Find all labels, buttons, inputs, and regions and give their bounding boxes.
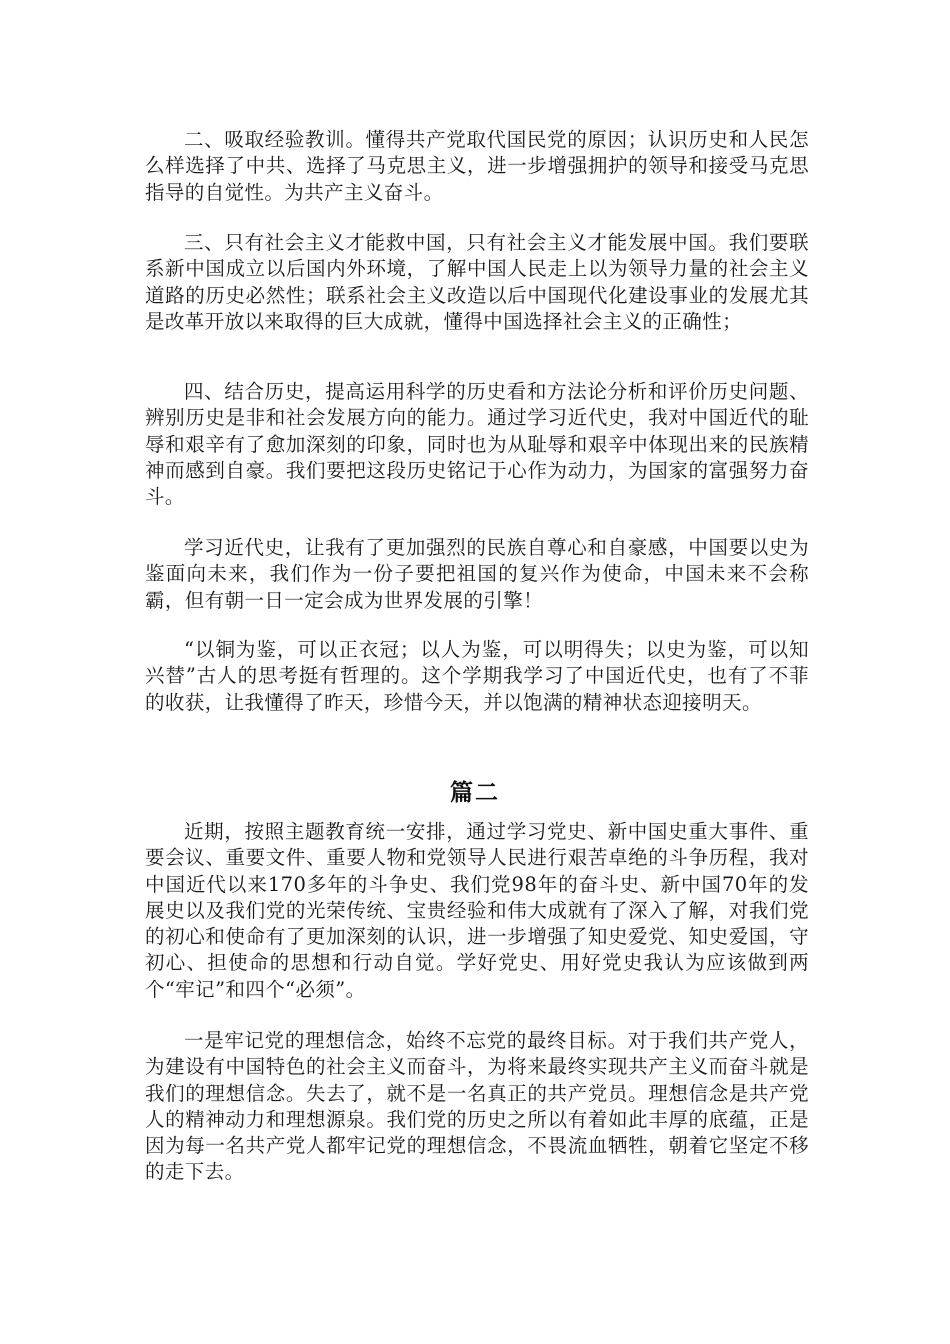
paragraph-party-history-intro: 近期，按照主题教育统一安排，通过学习党史、新中国史重大事件、重要会议、重要文件、重要人物和党领导人民进行艰苦卓绝的斗争历程，我对中国近代以来170多年的斗争史、我们党98年的奋斗史、新中国70年的发展史以及我们党的光荣传统、宝贵经验和伟大成就有了深入了解，对我们党的初心和使命有了更加深刻的认识，进一步增强了知史爱党、知史爱国，守初心、担使命的思想和行动自觉。学好党史、用好党史我认为应该做到两个“牢记”和四个“必须”。 [145, 820, 809, 1001]
paragraph-history-analysis: 四、结合历史，提高运用科学的历史看和方法论分析和评价历史问题、辨别历史是非和社会发展方向的能力。通过学习近代史，我对中国近代的耻辱和艰辛有了愈加深刻的印象，同时也为从耻辱和艰辛中体现出来的民族精神而感到自豪。我们要把这段历史铭记于心作为动力，为国家的富强努力奋斗。 [145, 380, 809, 509]
paragraph-quote-reflection: “以铜为鉴，可以正衣冠；以人为鉴，可以明得失；以史为鉴，可以知兴替”古人的思考挺有哲理的。这个学期我学习了中国近代史，也有了不菲的收获，让我懂得了昨天，珍惜今天，并以饱满的精神状态迎接明天。 [145, 638, 809, 714]
paragraph-national-pride: 学习近代史，让我有了更加强烈的民族自尊心和自豪感，中国要以史为鉴面向未来，我们作为一份子要把祖国的复兴作为使命，中国未来不会称霸，但有朝一日一定会成为世界发展的引擎！ [145, 536, 809, 612]
section-heading: 篇二 [450, 779, 500, 806]
paragraph-ideals-belief: 一是牢记党的理想信念，始终不忘党的最终目标。对于我们共产党人，为建设有中国特色的社会主义而奋斗，为将来最终实现共产主义而奋斗就是我们的理想信念。失去了，就不是一名真正的共产党员。理想信念是共产党人的精神动力和理想源泉。我们党的历史之所以有着如此丰厚的底蕴，正是因为每一名共产党人都牢记党的理想信念，不畏流血牺牲，朝着它坚定不移的走下去。 [145, 1029, 809, 1184]
paragraph-socialism: 三、只有社会主义才能救中国，只有社会主义才能发展中国。我们要联系新中国成立以后国内外环境，了解中国人民走上以为领导力量的社会主义道路的历史必然性；联系社会主义改造以后中国现代化建设事业的发展尤其是改革开放以来取得的巨大成就，懂得中国选择社会主义的正确性； [145, 231, 809, 333]
paragraph-lessons: 二、吸取经验教训。懂得共产党取代国民党的原因；认识历史和人民怎么样选择了中共、选择了马克思主义，进一步增强拥护的领导和接受马克思指导的自觉性。为共产主义奋斗。 [145, 128, 809, 204]
